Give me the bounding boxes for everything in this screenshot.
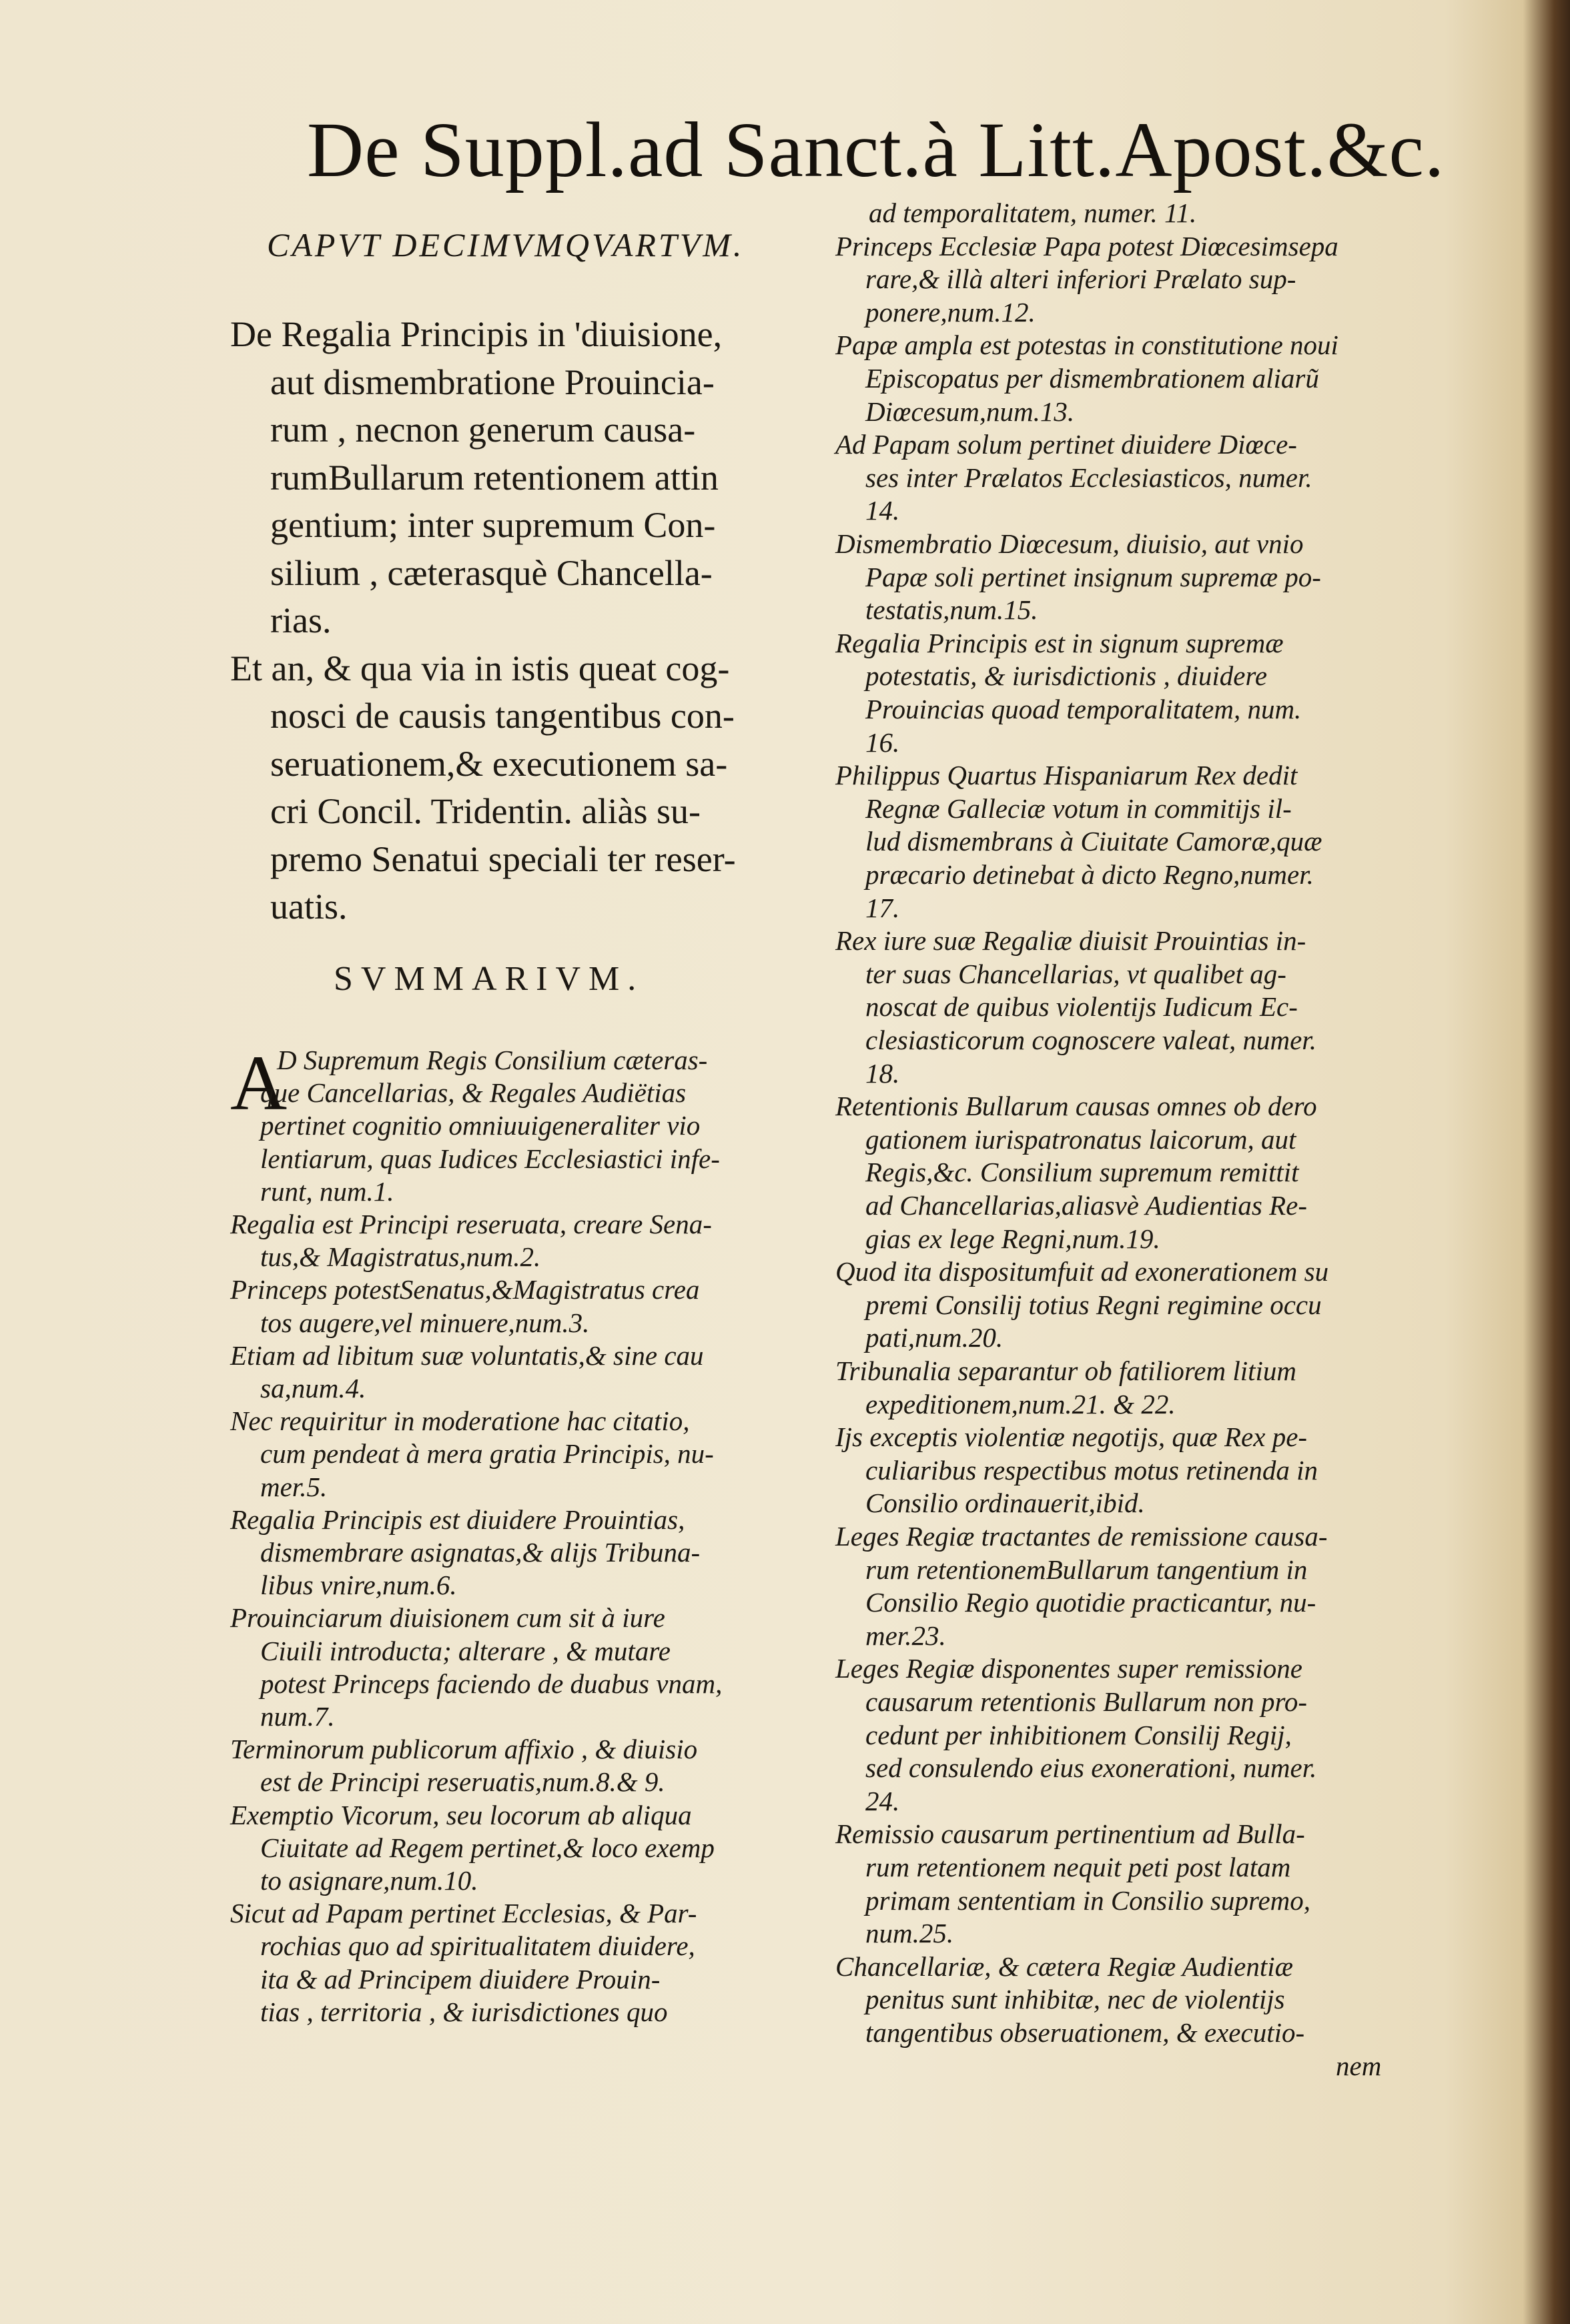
summary-line: ad Chancellarias,aliasvè Audientias Re- <box>865 1190 1307 1221</box>
drop-cap: A <box>230 1039 288 1127</box>
summary-line: ter suas Chancellarias, vt qualibet ag- <box>865 958 1286 989</box>
summary-line: Regalia est Principi reseruata, creare Sena- <box>230 1209 712 1239</box>
summary-line: to asignare,num.10. <box>260 1865 478 1896</box>
summary-line: est de Principi reseruatis,num.8.& 9. <box>260 1766 665 1798</box>
summary-line: Papæ ampla est potestas in constitutione noui <box>835 330 1338 361</box>
summary-line: præcario detinebat à dicto Regno,numer. <box>865 859 1314 890</box>
summary-line: Leges Regiæ tractantes de remissione causa- <box>835 1521 1328 1552</box>
summary-line: Exemptio Vicorum, seu locorum ab aliqua <box>230 1799 692 1830</box>
summary-line: tos augere,vel minuere,num.3. <box>260 1307 590 1338</box>
summary-line: Regalia Principis est diuidere Prouintias, <box>230 1504 685 1535</box>
summary-line: Ad Papam solum pertinet diuidere Diœce- <box>835 429 1297 460</box>
summary-line: Rex iure suæ Regaliæ diuisit Prouintias in- <box>835 925 1306 957</box>
summary-line: potestatis, & iurisdictionis , diuidere <box>865 660 1268 692</box>
heading-line: premo Senatui speciali ter reser- <box>270 838 736 879</box>
summary-line: Quod ita dispositumfuit ad exonerationem su <box>835 1256 1329 1287</box>
running-head: De Suppl.ad Sanct.à Litt.Apost.&c. <box>307 106 1445 193</box>
summary-line: expeditionem,num.21. & 22. <box>865 1388 1176 1419</box>
summary-line: cedunt per inhibitionem Consilij Regij, <box>865 1719 1292 1750</box>
summary-line: primam sententiam in Consilio supremo, <box>865 1884 1311 1916</box>
summary-line: Episcopatus per dismembrationem aliarũ <box>865 363 1319 394</box>
summary-line: Prouincias quoad temporalitatem, num. <box>865 694 1302 724</box>
summary-line: Papæ soli pertinet insignum supremæ po- <box>865 561 1321 592</box>
summary-line: potest Princeps faciendo de duabus vnam, <box>260 1668 723 1699</box>
summary-line: dismembrare asignatas,& alijs Tribuna- <box>260 1537 701 1568</box>
summary-line: num.7. <box>260 1701 335 1732</box>
summary-line: pati,num.20. <box>865 1322 1004 1353</box>
summary-line: Princeps potestSenatus,&Magistratus crea <box>230 1274 700 1305</box>
summary-title: SVMMARIVM. <box>334 960 645 998</box>
summary-line: Ciuitate ad Regem pertinet,& loco exemp <box>260 1832 715 1863</box>
summary-line: 18. <box>865 1057 900 1089</box>
summary-line: Remissio causarum pertinentium ad Bulla- <box>835 1818 1305 1850</box>
summary-line: Terminorum publicorum affixio , & diuisio <box>230 1734 698 1765</box>
heading-line: silium , cæterasquè Chancella- <box>270 552 713 593</box>
summary-line: libus vnire,num.6. <box>260 1570 457 1601</box>
summary-line: sed consulendo eius exonerationi, numer. <box>865 1752 1317 1784</box>
summary-line: rochias quo ad spiritualitatem diuidere, <box>260 1930 695 1962</box>
summary-line: penitus sunt inhibitæ, nec de violentijs <box>865 1984 1285 2015</box>
summary-line: clesiasticorum cognoscere valeat, numer. <box>865 1025 1316 1055</box>
heading-line: rum , necnon generum causa- <box>270 410 696 450</box>
summary-line: ita & ad Principem diuidere Prouin- <box>260 1963 661 1994</box>
summary-line: Ciuili introducta; alterare , & mutare <box>260 1635 671 1666</box>
summary-line: mer.5. <box>260 1471 328 1502</box>
summary-line: lud dismembrans à Ciuitate Camoræ,quæ <box>865 826 1322 857</box>
heading-line: gentium; inter supremum Con- <box>270 505 716 545</box>
summary-line: que Cancellarias, & Regales Audiëtias <box>260 1077 687 1109</box>
summary-line: 16. <box>865 726 900 758</box>
summary-line: noscat de quibus violentijs Iudicum Ec- <box>865 991 1298 1023</box>
summary-line: testatis,num.15. <box>865 594 1038 626</box>
summary-line: tangentibus obseruationem, & executio- <box>865 2017 1305 2048</box>
summary-line: Philippus Quartus Hispaniarum Rex dedit <box>835 760 1298 791</box>
summary-line: rum retentionemBullarum tangentium in <box>865 1554 1308 1585</box>
heading-line: De Regalia Principis in 'diuisione, <box>230 314 723 354</box>
summary-line: Consilio ordinauerit,ibid. <box>865 1488 1145 1519</box>
summary-line: nem <box>1336 2050 1382 2081</box>
summary-line: culiaribus respectibus motus retinenda in <box>865 1454 1318 1486</box>
summary-line: runt, num.1. <box>260 1175 394 1207</box>
heading-line: rias. <box>270 600 332 640</box>
summary-line: ses inter Prælatos Ecclesiasticos, numer. <box>865 462 1312 493</box>
summary-line: causarum retentionis Bullarum non pro- <box>865 1686 1308 1717</box>
summary-line: gationem iurispatronatus laicorum, aut <box>865 1123 1296 1155</box>
summary-line: Regis,&c. Consilium supremum remittit <box>865 1157 1299 1188</box>
summary-line: Princeps Ecclesiæ Papa potest Diœcesimsepa <box>835 230 1338 261</box>
summary-line: Ijs exceptis violentiæ negotijs, quæ Rex pe- <box>835 1421 1308 1453</box>
summary-line: rare,& illà alteri inferiori Prælato sup- <box>865 263 1296 295</box>
heading-line: seruationem,& executionem sa- <box>270 743 728 784</box>
heading-line: uatis. <box>270 887 348 927</box>
summary-line: lentiarum, quas Iudices Ecclesiastici infe- <box>260 1143 720 1174</box>
summary-line: D Supremum Regis Consilium cæteras- <box>277 1045 708 1075</box>
summary-line: Chancellariæ, & cætera Regiæ Audientiæ <box>835 1950 1293 1982</box>
summary-line: Diœcesum,num.13. <box>865 396 1075 427</box>
summary-line: sa,num.4. <box>260 1373 366 1403</box>
heading-line: aut dismembratione Prouincia- <box>270 362 715 402</box>
summary-line: tus,& Magistratus,num.2. <box>260 1241 541 1273</box>
summary-line: ad temporalitatem, numer. 11. <box>869 197 1197 228</box>
summary-line: Leges Regiæ disponentes super remissione <box>835 1653 1302 1684</box>
summary-line: mer.23. <box>865 1620 946 1651</box>
summary-line: Retentionis Bullarum causas omnes ob dero <box>835 1091 1317 1122</box>
summary-line: Regnæ Galleciæ votum in commitijs il- <box>865 792 1292 824</box>
heading-line: nosci de causis tangentibus con- <box>270 696 735 736</box>
summary-line: Consilio Regio quotidie practicantur, nu- <box>865 1587 1316 1618</box>
summary-line: pertinet cognitio omniuuigeneraliter vio <box>260 1110 701 1141</box>
heading-line: rumBullarum retentionem attin <box>270 457 719 498</box>
summary-line: cum pendeat à mera gratia Principis, nu- <box>260 1438 714 1470</box>
summary-line: premi Consilij totius Regni regimine occu <box>865 1289 1322 1320</box>
summary-line: 14. <box>865 495 900 526</box>
heading-line: cri Concil. Tridentin. aliàs su- <box>270 791 701 831</box>
heading-line: Et an, & qua via in istis queat cog- <box>230 648 730 688</box>
summary-line: Sicut ad Papam pertinet Ecclesias, & Par- <box>230 1898 697 1929</box>
summary-line: 17. <box>865 892 900 923</box>
summary-line: tias , territoria , & iurisdictiones quo <box>260 1996 668 2027</box>
summary-line: Regalia Principis est in signum supremæ <box>835 627 1284 658</box>
chapter-title: CAPVT DECIMVMQVARTVM. <box>267 226 745 263</box>
summary-line: 24. <box>865 1785 900 1816</box>
summary-line: Dismembratio Diœcesum, diuisio, aut vnio <box>835 528 1304 559</box>
summary-line: num.25. <box>865 1918 954 1949</box>
summary-line: gias ex lege Regni,num.19. <box>865 1223 1160 1254</box>
summary-line: Etiam ad libitum suæ voluntatis,& sine cau <box>230 1339 704 1371</box>
summary-line: ponere,num.12. <box>865 296 1036 328</box>
summary-line: rum retentionem nequit peti post latam <box>865 1852 1291 1882</box>
summary-line: Tribunalia separantur ob fatiliorem litium <box>835 1355 1296 1386</box>
summary-line: Prouinciarum diuisionem cum sit à iure <box>230 1602 665 1634</box>
summary-line: Nec requiritur in moderatione hac citatio, <box>230 1405 690 1437</box>
